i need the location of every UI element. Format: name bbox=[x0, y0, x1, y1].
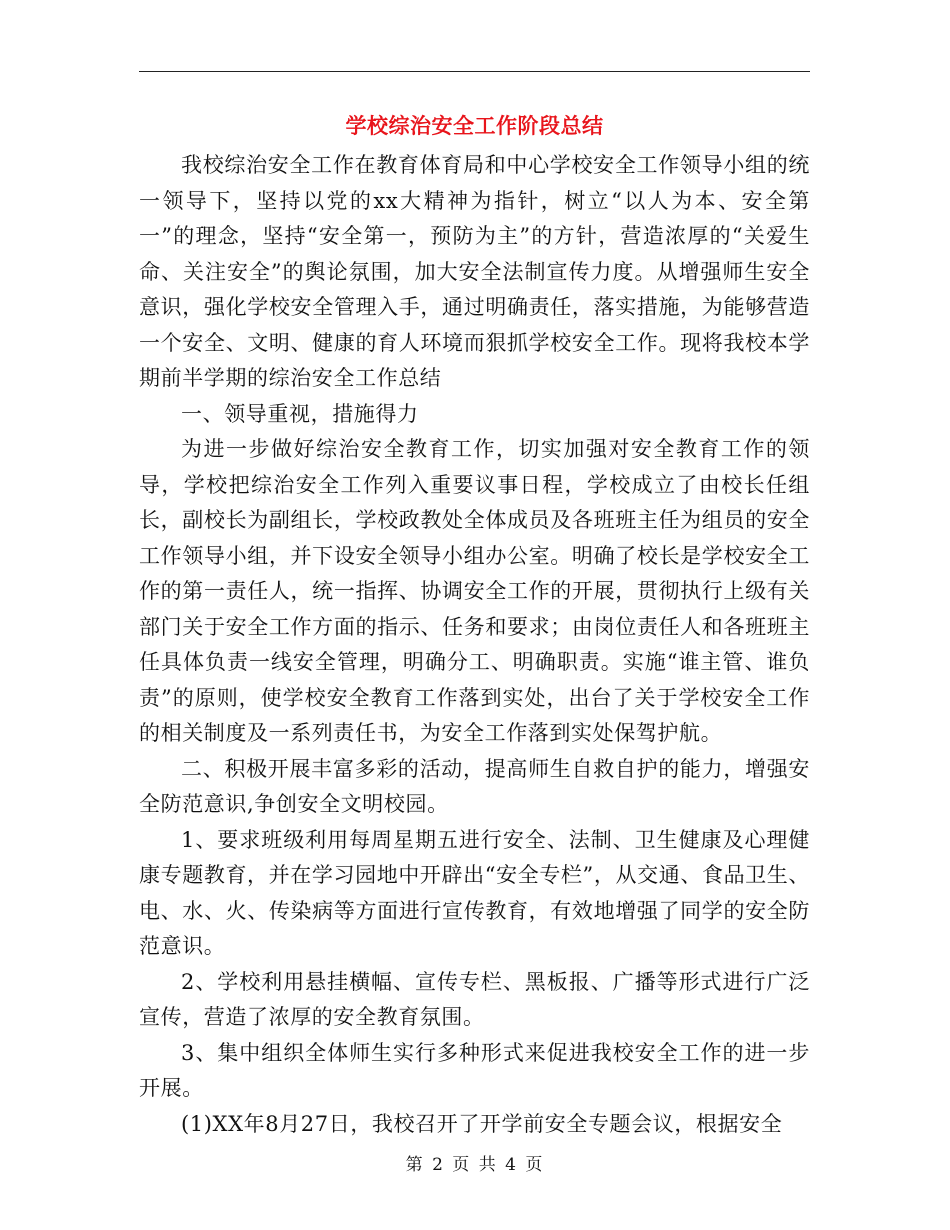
paragraph-subitem-1: (1)XX年8月27日，我校召开了开学前安全专题会议，根据安全 bbox=[181, 1111, 783, 1136]
paragraph-item-1: 1、要求班级利用每周星期五进行安全、法制、卫生健康及心理健康专题教育，并在学习园地中开辟出“安全专栏”，从交通、食品卫生、电、水、火、传染病等方面进行宣传教育，有效地增强了同学的安全防范意识。 bbox=[139, 827, 810, 958]
paragraph-leadership: 为进一步做好综治安全教育工作，切实加强对安全教育工作的领导，学校把综治安全工作列入重要议事日程，学校成立了由校长任组长，副校长为副组长，学校政教处全体成员及各班班主任为组员的安全工作领导小组，并下设安全领导小组办公室。明确了校长是学校安全工作的第一责任人，统一指挥、协调安全工作的开展，贯彻执行上级有关部门关于安全工作方面的指示、任务和要求；由岗位责任人和各班班主任具体负责一线安全管理，明确分工、明确职责。实施“谁主管、谁负责”的原则，使学校安全教育工作落到实处，出台了关于学校安全工作的相关制度及一系列责任书，为安全工作落到实处保驾护航。 bbox=[139, 437, 810, 745]
page-number-footer: 第 2 页 共 4 页 bbox=[405, 1155, 545, 1175]
paragraph-item-2: 2、学校利用悬挂横幅、宣传专栏、黑板报、广播等形式进行广泛宣传，营造了浓厚的安全教育氛围。 bbox=[139, 969, 810, 1029]
paragraph-item-3: 3、集中组织全体师生实行多种形式来促进我校安全工作的进一步开展。 bbox=[139, 1040, 810, 1100]
paragraph-intro: 我校综治安全工作在教育体育局和中心学校安全工作领导小组的统一领导下，坚持以党的xx大精神为指针，树立“以人为本、安全第一”的理念，坚持“安全第一，预防为主”的方针，营造浓厚的“关爱生命、关注安全”的舆论氛围，加大安全法制宣传力度。从增强师生安全意识，强化学校安全管理入手，通过明确责任，落实措施，为能够营造一个安全、文明、健康的育人环境而狠抓学校安全工作。现将我校本学期前半学期的综治安全工作总结 bbox=[139, 153, 810, 390]
section-heading-1: 一、领导重视，措施得力 bbox=[181, 401, 419, 426]
document-body bbox=[139, 148, 810, 1142]
header-rule bbox=[139, 71, 810, 72]
document-title: 学校综治安全工作阶段总结 bbox=[345, 114, 604, 138]
section-heading-2: 二、积极开展丰富多彩的活动，提高师生自救自护的能力，增强安全防范意识,争创安全文明校园。 bbox=[139, 756, 810, 816]
